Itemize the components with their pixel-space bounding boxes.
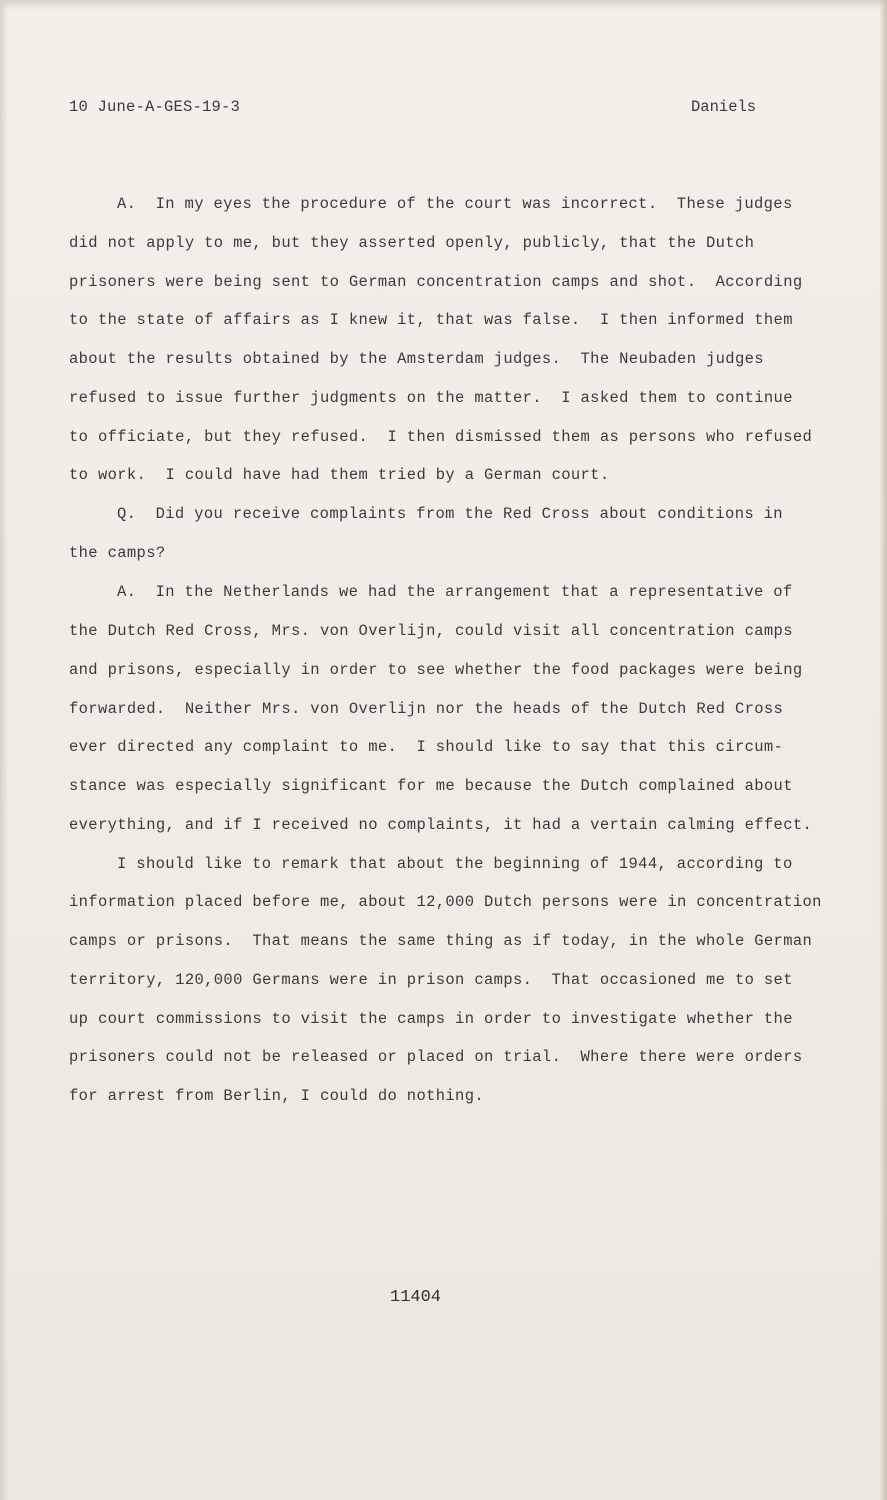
header-reference: 10 June-A-GES-19-3 [69, 98, 241, 116]
text-line: A. In the Netherlands we had the arrangement that a representative of [117, 583, 793, 601]
text-line: camps or prisons. That means the same thing as if today, in the whole German [69, 932, 813, 950]
text-line: A. In my eyes the procedure of the court was incorrect. These judges [117, 195, 793, 213]
text-line: up court commissions to visit the camps in order to investigate whether the [69, 1010, 793, 1028]
text-line: to the state of affairs as I knew it, that was false. I then informed them [69, 311, 793, 329]
text-line: territory, 120,000 Germans were in prison camps. That occasioned me to set [69, 971, 793, 989]
header-witness-name: Daniels [691, 98, 757, 116]
text-line: forwarded. Neither Mrs. von Overlijn nor the heads of the Dutch Red Cross [69, 700, 784, 718]
text-line: I should like to remark that about the beginning of 1944, according to [117, 855, 793, 873]
text-line: prisoners could not be released or placed on trial. Where there were orders [69, 1048, 803, 1066]
text-line: to work. I could have had them tried by a German court. [69, 466, 610, 484]
text-line: to officiate, but they refused. I then dismissed them as persons who refused [69, 428, 813, 446]
text-line: for arrest from Berlin, I could do nothing. [69, 1087, 485, 1105]
page-edge-right [879, 0, 887, 1500]
text-line: about the results obtained by the Amsterdam judges. The Neubaden judges [69, 350, 764, 368]
text-line: and prisons, especially in order to see whether the food packages were being [69, 661, 803, 679]
text-line: refused to issue further judgments on the matter. I asked them to continue [69, 389, 793, 407]
text-line: Q. Did you receive complaints from the Red Cross about conditions in [117, 505, 783, 523]
text-line: stance was especially significant for me because the Dutch complained about [69, 777, 793, 795]
page-number: 11404 [390, 1288, 442, 1307]
text-line: the Dutch Red Cross, Mrs. von Overlijn, could visit all concentration camps [69, 622, 793, 640]
page-edge-top [0, 0, 887, 10]
text-line: prisoners were being sent to German concentration camps and shot. According [69, 273, 803, 291]
page-edge-left [0, 0, 8, 1500]
text-line: information placed before me, about 12,000 Dutch persons were in concentration [69, 893, 822, 911]
text-line: the camps? [69, 544, 166, 562]
text-line: ever directed any complaint to me. I should like to say that this circum- [69, 738, 784, 756]
text-line: did not apply to me, but they asserted openly, publicly, that the Dutch [69, 234, 755, 252]
text-line: everything, and if I received no complaints, it had a vertain calming effect. [69, 816, 813, 834]
